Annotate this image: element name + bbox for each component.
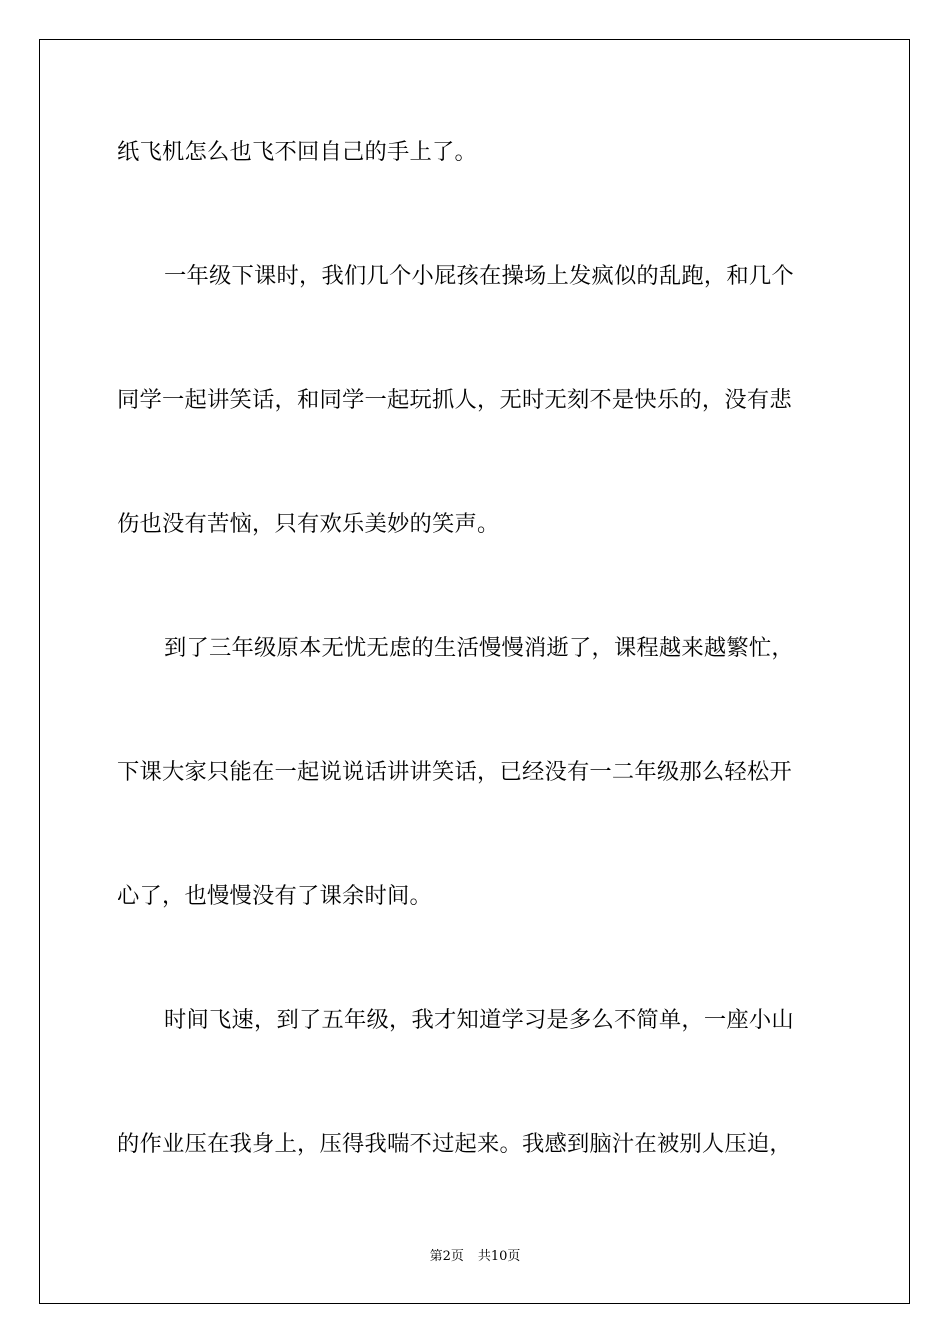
page-footer — [0, 1248, 950, 1266]
page-number: 第2页 — [429, 1249, 464, 1264]
text-line: 到了三年级原本无忧无虑的生活慢慢消逝了，课程越来越繁忙， — [164, 635, 794, 661]
text-line: 的作业压在我身上，压得我喘不过起来。我感到脑汁在被别人压迫， — [117, 1131, 792, 1157]
text-line: 下课大家只能在一起说说话讲讲笑话，已经没有一二年级那么轻松开 — [117, 759, 792, 785]
page-frame — [39, 39, 910, 1304]
text-line: 一年级下课时，我们几个小屁孩在操场上发疯似的乱跑，和几个 — [164, 263, 794, 289]
text-line: 时间飞速，到了五年级，我才知道学习是多么不简单，一座小山 — [164, 1007, 794, 1033]
total-pages: 共10页 — [477, 1249, 521, 1264]
text-line: 心了，也慢慢没有了课余时间。 — [117, 883, 432, 909]
text-line: 纸飞机怎么也飞不回自己的手上了。 — [117, 139, 477, 165]
text-line: 伤也没有苦恼，只有欢乐美妙的笑声。 — [117, 511, 500, 537]
text-line: 同学一起讲笑话，和同学一起玩抓人，无时无刻不是快乐的，没有悲 — [117, 387, 792, 413]
